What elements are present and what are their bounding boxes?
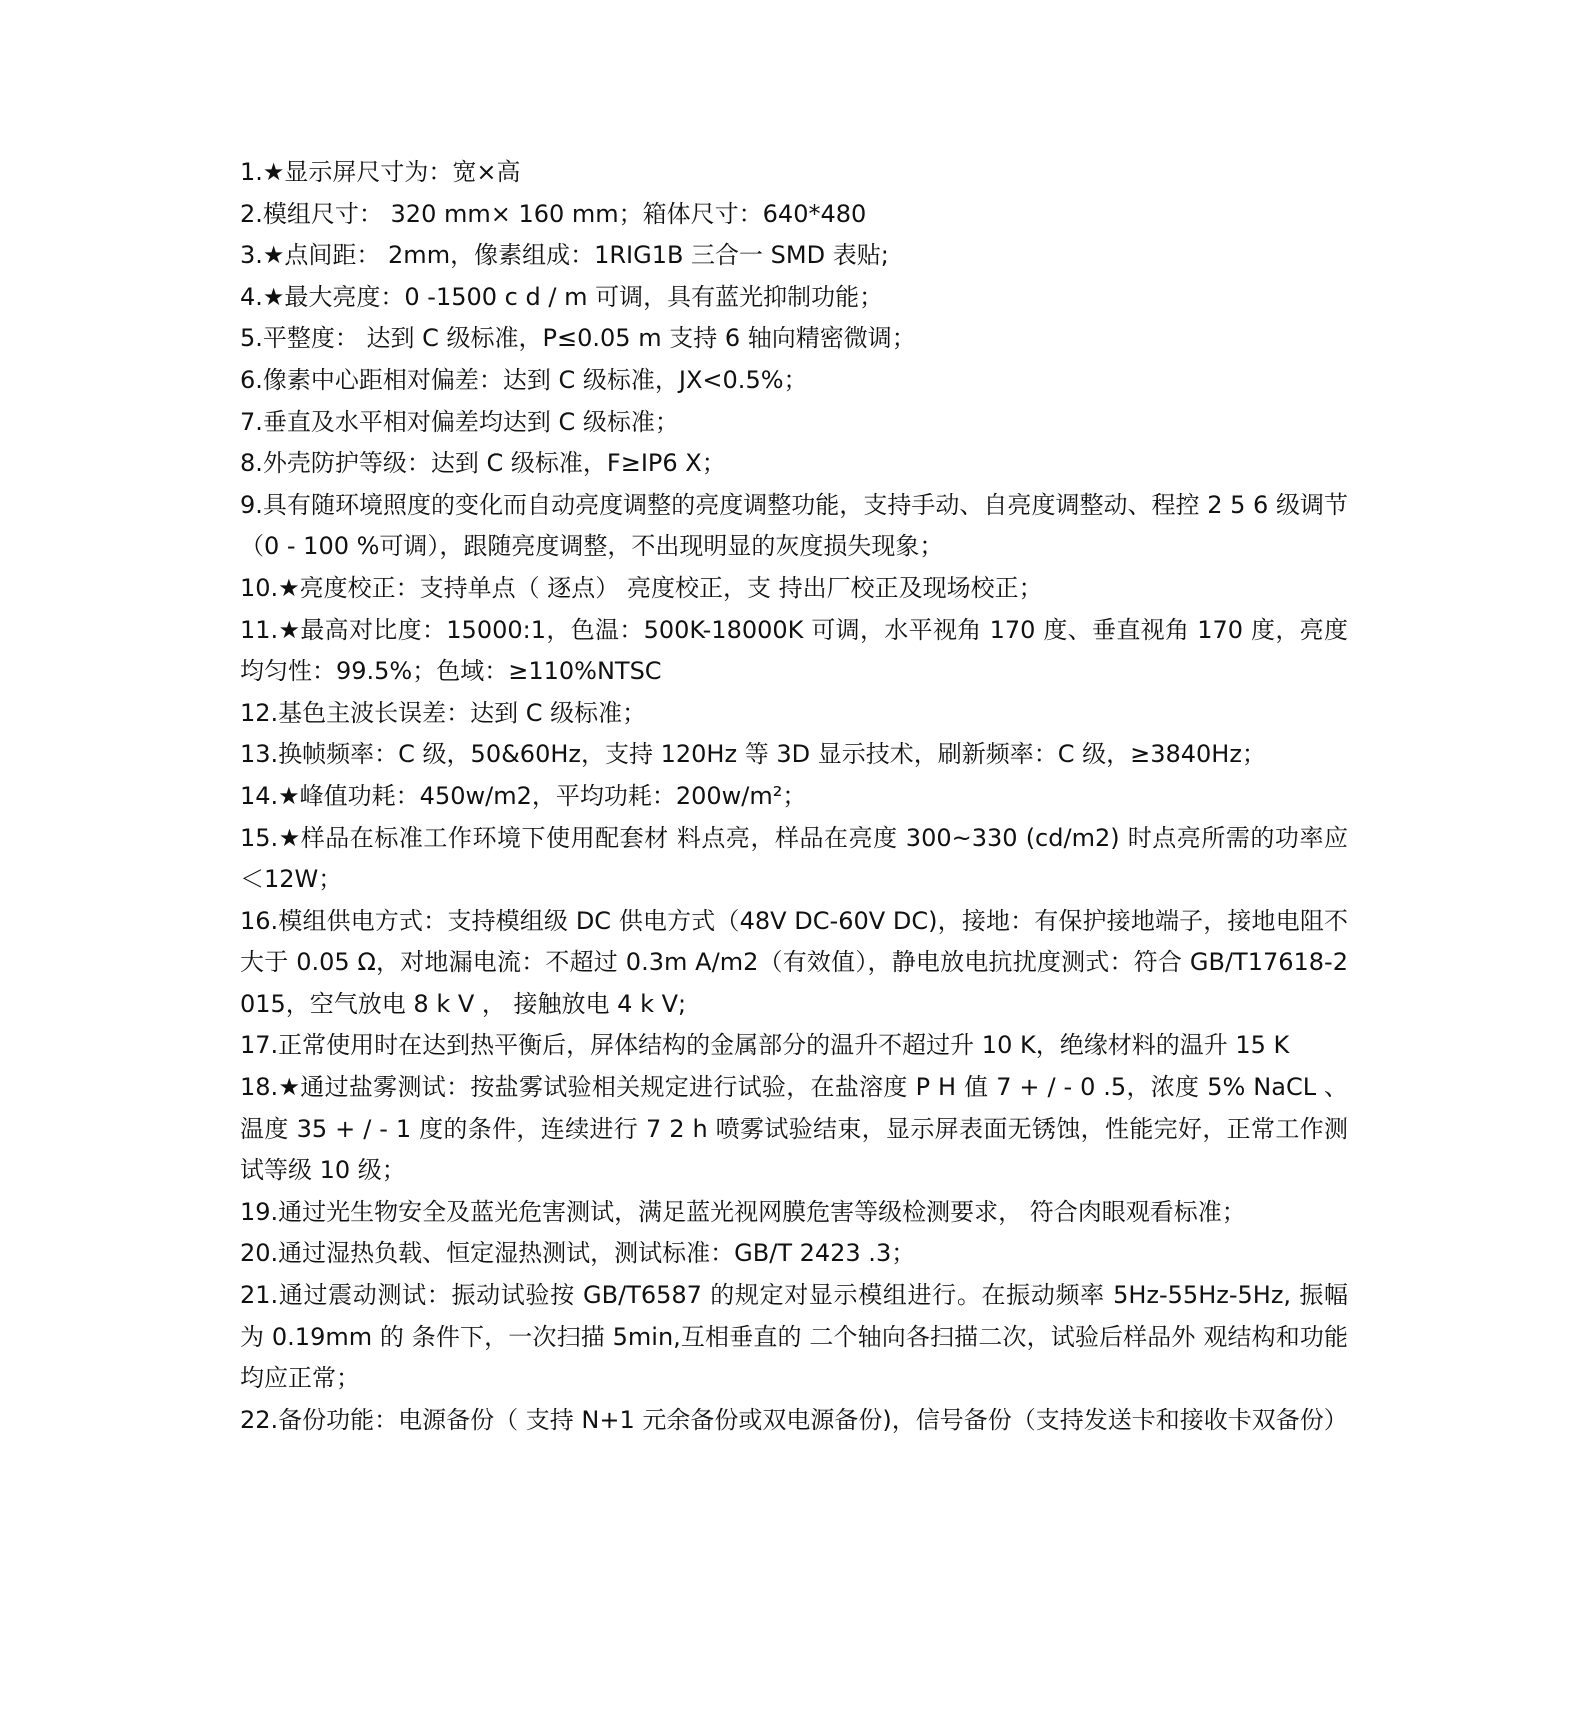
spec-item-10: 10.★亮度校正：支持单点（ 逐点） 亮度校正，支 持出厂校正及现场校正；	[240, 573, 1043, 602]
spec-item-6: 6.像素中心距相对偏差：达到 C 级标准，JX<0.5%；	[240, 365, 808, 394]
spec-item-12: 12.基色主波长误差：达到 C 级标准；	[240, 698, 647, 727]
spec-item-3: 3.★点间距： 2mm，像素组成：1RIG1B 三合一 SMD 表贴;	[240, 241, 889, 270]
spec-item-18: 18.★通过盐雾测试：按盐雾试验相关规定进行试验，在盐溶度 P H 值 7 + / - 0 .5，浓度 5% NaCL 、温度 35 + / - 1 度的条件，连续进行 7 2 h 喷雾试验结束，显示屏表面无锈蚀，性能完好，正常工作测试等级 10 级；	[240, 1073, 1348, 1185]
spec-item-20: 20.通过湿热负载、恒定湿热测试，测试标准：GB/T 2423 .3；	[240, 1239, 916, 1268]
spec-item-17: 17.正常使用时在达到热平衡后，屏体结构的金属部分的温升不超过升 10 K，绝缘材料的温升 15 K	[240, 1031, 1290, 1060]
spec-item-21: 21.通过震动测试：振动试验按 GB/T6587 的规定对显示模组进行。在振动频率 5Hz-55Hz-5Hz, 振幅为 0.19mm 的 条件下，一次扫描 5min,互相垂直的 二个轴向各扫描二次，试验后样品外 观结构和功能均应正常；	[240, 1281, 1348, 1393]
spec-item-19: 19.通过光生物安全及蓝光危害测试，满足蓝光视网膜危害等级检测要求， 符合肉眼观看标准；	[240, 1197, 1246, 1226]
spec-item-1: 1.★显示屏尺寸为：宽×高	[240, 158, 521, 186]
spec-item-4: 4.★最大亮度：0 -1500 c d / m 可调，具有蓝光抑制功能；	[240, 282, 884, 311]
spec-item-5: 5.平整度： 达到 C 级标准，P≤0.05 m 支持 6 轴向精密微调；	[240, 324, 916, 353]
spec-document	[240, 152, 1348, 1441]
spec-item-9: 9.具有随环境照度的变化而自动亮度调整的亮度调整功能，支持手动、自亮度调整动、程控 2 5 6 级调节（0 - 100 %可调），跟随亮度调整，不出现明显的灰度损失现象；	[240, 490, 1348, 561]
spec-item-13: 13.换帧频率：C 级，50&60Hz，支持 120Hz 等 3D 显示技术，刷新频率：C 级，≥3840Hz；	[240, 740, 1266, 769]
spec-item-22: 22.备份功能：电源备份（ 支持 N+1 元余备份或双电源备份)，信号备份（支持发送卡和接收卡双备份）	[240, 1405, 1348, 1434]
spec-item-14: 14.★峰值功耗：450w/m2，平均功耗：200w/m²；	[240, 781, 807, 810]
spec-item-8: 8.外壳防护等级：达到 C 级标准，F≥IP6 X；	[240, 449, 726, 478]
spec-item-2: 2.模组尺寸： 320 mm× 160 mm；箱体尺寸：640*480	[240, 199, 867, 228]
spec-item-7: 7.垂直及水平相对偏差均达到 C 级标准；	[240, 407, 679, 436]
spec-item-16: 16.模组供电方式：支持模组级 DC 供电方式（48V DC-60V DC)，接地：有保护接地端子，接地电阻不大于 0.05 Ω，对地漏电流：不超过 0.3m A/m2（有效值），静电放电抗扰度测式：符合 GB/T17618-2015，空气放电 8 k V ， 接触放电 4 k V;	[240, 906, 1348, 1018]
spec-item-15: 15.★样品在标准工作环境下使用配套材 料点亮，样品在亮度 300~330 (cd/m2) 时点亮所需的功率应＜12W；	[240, 823, 1348, 894]
spec-item-11: 11.★最高对比度：15000:1，色温：500K-18000K 可调，水平视角 170 度、垂直视角 170 度，亮度均匀性：99.5%；色域：≥110%NTSC	[240, 615, 1348, 686]
